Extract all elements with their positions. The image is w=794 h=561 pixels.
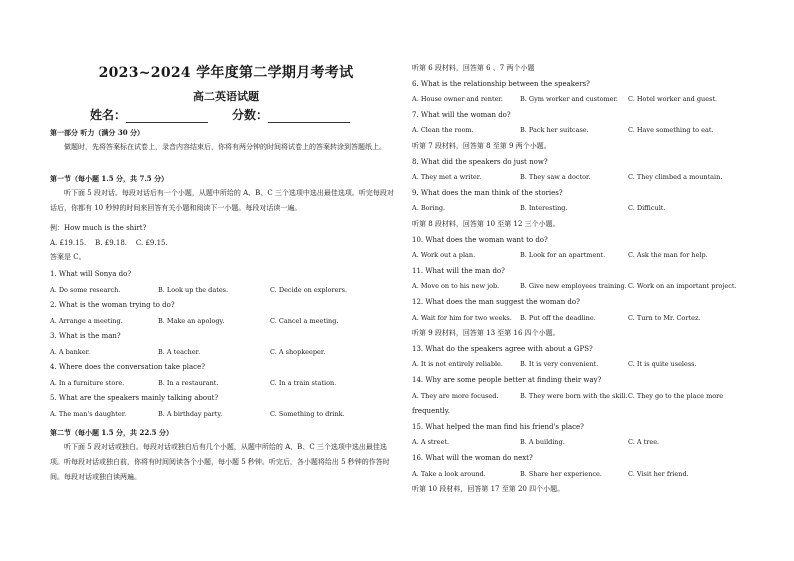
option-b: B. Give new employees training. bbox=[520, 282, 627, 291]
option-continuation: frequently. bbox=[412, 407, 451, 416]
material-heading: 听第 7 段材料，回答第 8 至第 9 两个小题。 bbox=[412, 142, 551, 150]
example-question: 例：How much is the shirt? bbox=[50, 224, 147, 232]
option-c: C. It is quite useless. bbox=[628, 360, 697, 369]
material-heading: 听第 9 段材料，回答第 13 至第 16 四个小题。 bbox=[412, 329, 560, 338]
option-c: C. Ask the man for help. bbox=[628, 251, 708, 260]
option-c: C. In a train station. bbox=[270, 379, 337, 387]
option-b: B. Pack her suitcase. bbox=[520, 126, 589, 135]
material-heading: 听第 6 段材料，回答第 6 、7 两个小题 bbox=[412, 64, 535, 72]
option-b: B. They were born with the skill. bbox=[520, 391, 628, 400]
material-heading: 听第 8 段材料，回答第 10 至第 12 三个小题。 bbox=[412, 220, 560, 228]
question-text: 4. Where does the conversation take place? bbox=[50, 363, 205, 371]
score-label: 分数： bbox=[232, 108, 269, 122]
option-b: B. Gym worker and customer. bbox=[520, 95, 618, 104]
option-b: B. Look for an apartment. bbox=[520, 251, 606, 260]
part1-intro: 做题时，先将答案标在试卷上，录音内容结束后，你将有两分钟的时间将试卷上的答案转涂到答题纸上。 bbox=[64, 143, 386, 151]
example-option-c: C. £9.15. bbox=[135, 239, 168, 247]
name-score-row bbox=[90, 106, 350, 123]
option-c: C. Hotel worker and guest. bbox=[628, 95, 718, 104]
question-text: 2. What is the woman trying to do? bbox=[50, 301, 175, 309]
question-text: 3. What is the man? bbox=[50, 332, 121, 340]
option-a: A. Work out a plan. bbox=[412, 251, 476, 260]
option-b: B. A teacher. bbox=[158, 348, 201, 356]
option-a: A. Wait for him for two weeks. bbox=[412, 313, 512, 322]
section1-intro: 听下面 5 段对话。每段对话后有一个小题，从题中所给的 A、B、C 三个选项中选出最佳选项。听完每段对话后，你都有 10 秒钟的时间来回答有关小题和阅读下一小题。每段对话读一遍。 bbox=[50, 189, 394, 212]
option-b: B. It is very convenient. bbox=[520, 360, 599, 369]
example-option-b: B. £9.18. bbox=[95, 239, 127, 247]
option-c: C. Decide on explorers. bbox=[270, 286, 348, 294]
part1-heading: 第一部分 听力（满分 30 分） bbox=[50, 128, 145, 137]
score-blank[interactable] bbox=[268, 111, 350, 123]
material-heading: 听第 10 段材料，回答第 17 至第 20 四个小题。 bbox=[412, 485, 565, 494]
exam-title: 2023~2024 学年度第二学期月考考试 bbox=[98, 65, 354, 81]
option-a: A. Boring. bbox=[412, 204, 446, 213]
question-text: 14. Why are some people better at finding their way? bbox=[412, 376, 602, 384]
option-a: A. The man's daughter. bbox=[50, 410, 127, 418]
option-c: C. Cancel a meeting. bbox=[270, 317, 339, 325]
example-answer: 答案是 C。 bbox=[50, 253, 86, 261]
option-c: C. They climbed a mountain. bbox=[628, 173, 723, 182]
option-a: A. Arrange a meeting. bbox=[50, 317, 123, 325]
question-text: 5. What are the speakers mainly talking about? bbox=[50, 394, 219, 402]
option-a: A. Take a look around. bbox=[412, 469, 486, 478]
question-text: 7. What will the woman do? bbox=[412, 110, 511, 119]
option-c: C. A tree. bbox=[628, 438, 660, 447]
option-c: C. Something to drink. bbox=[270, 410, 345, 418]
option-a: A. In a furniture store. bbox=[50, 379, 125, 387]
question-text: 16. What will the woman do next? bbox=[412, 454, 533, 462]
option-a: A. House owner and renter. bbox=[412, 95, 503, 104]
option-c: C. They go to the place more bbox=[628, 391, 724, 400]
option-c: C. Turn to Mr. Cortez. bbox=[628, 313, 701, 322]
option-b: B. Put off the deadline. bbox=[520, 313, 596, 322]
section1-heading: 第一节（每小题 1.5 分，共 7.5 分） bbox=[50, 174, 169, 183]
option-b: B. A birthday party. bbox=[158, 410, 223, 418]
question-text: 6. What is the relationship between the speakers? bbox=[412, 79, 590, 88]
option-a: A. Clean the room. bbox=[412, 126, 474, 135]
option-b: B. A building. bbox=[520, 438, 565, 447]
question-text: 11. What will the man do? bbox=[412, 266, 505, 275]
option-b: B. Look up the dates. bbox=[158, 286, 229, 294]
option-a: A. A street. bbox=[412, 438, 450, 447]
option-b: B. Share her experience. bbox=[520, 469, 602, 478]
option-b: B. Make an apology. bbox=[158, 317, 225, 325]
option-c: C. A shopkeeper. bbox=[270, 348, 326, 356]
option-b: B. Interesting. bbox=[520, 204, 568, 213]
option-c: C. Have something to eat. bbox=[628, 126, 714, 135]
example-options bbox=[50, 239, 168, 248]
option-c: C. Difficult. bbox=[628, 204, 666, 213]
option-c: C. Work on an important project. bbox=[628, 282, 737, 291]
question-text: 10. What does the woman want to do? bbox=[412, 235, 548, 244]
option-a: A. They are more focused. bbox=[412, 391, 499, 400]
exam-subtitle: 高二英语试题 bbox=[193, 90, 259, 103]
question-text: 9. What does the man think of the stories? bbox=[412, 188, 563, 197]
name-blank[interactable] bbox=[126, 111, 208, 123]
question-text: 1. What will Sonya do? bbox=[50, 270, 132, 278]
section2-heading: 第二节（每小题 1.5 分，共 22.5 分） bbox=[50, 428, 173, 437]
question-text: 15. What helped the man find his friend's place? bbox=[412, 422, 584, 431]
question-text: 12. What does the man suggest the woman do? bbox=[412, 298, 580, 306]
option-a: A. Do some research. bbox=[50, 286, 121, 294]
question-text: 13. What do the speakers agree with about a GPS? bbox=[412, 344, 593, 353]
option-a: A. It is not entirely reliable. bbox=[412, 360, 503, 369]
option-a: A. They met a writer. bbox=[412, 173, 482, 182]
option-a: A. Move on to his new job. bbox=[412, 282, 500, 291]
section2-intro: 听下面 5 段对话或独白。每段对话或独白后有几个小题，从题中所给的 A、B、C 三个选项中选出最佳选项。听每段对话或独白前，你将有时间阅读各个小题，每小题 5 秒钟。听完后，各小题将给出 5 秒钟的作答时间。每段对话或独白读两遍。 bbox=[50, 443, 390, 481]
option-b: B. They saw a doctor. bbox=[520, 173, 591, 182]
option-a: A. A banker. bbox=[50, 348, 91, 356]
example-option-a: A. £19.15. bbox=[50, 239, 87, 247]
option-b: B. In a restaurant. bbox=[158, 379, 219, 387]
name-label: 姓名： bbox=[90, 108, 127, 122]
question-text: 8. What did the speakers do just now? bbox=[412, 157, 548, 166]
option-c: C. Visit her friend. bbox=[628, 469, 689, 478]
